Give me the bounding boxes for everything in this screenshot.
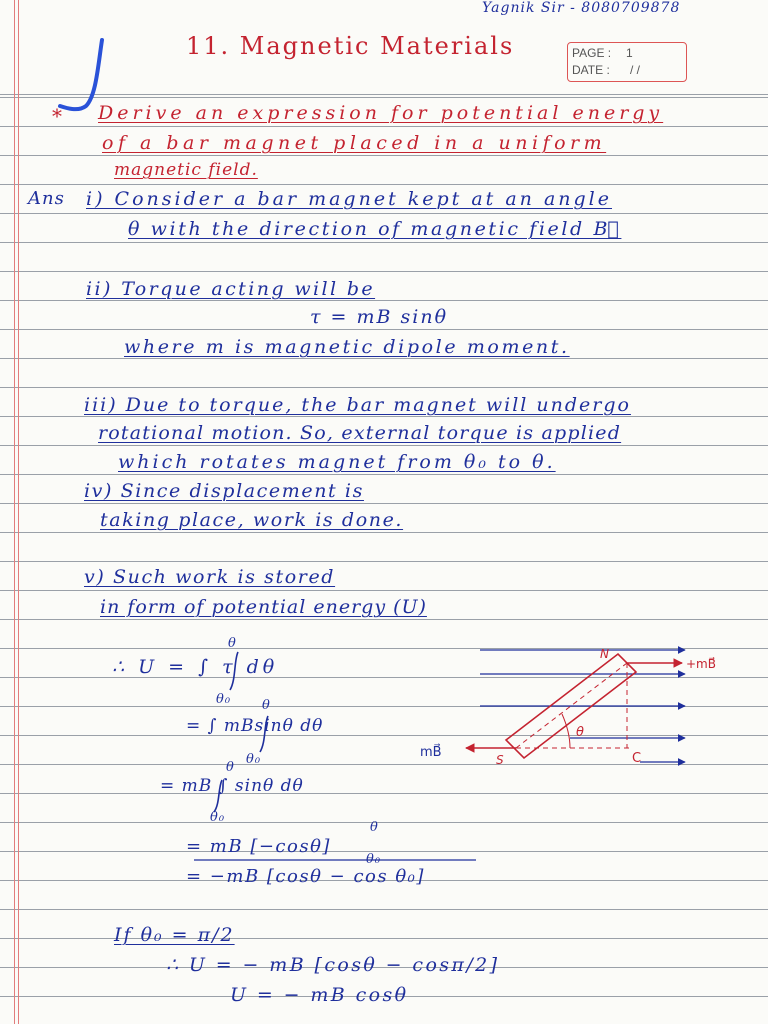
label-c: C: [632, 751, 642, 766]
ruled-line: [0, 851, 768, 852]
angle-arc: [562, 714, 570, 748]
integral-step-3-upper: θ: [226, 760, 235, 775]
question-line-3: magnetic field.: [114, 160, 258, 180]
ruled-line: [0, 474, 768, 475]
integral-step-2-upper: θ: [262, 698, 271, 713]
integral-step-3: = mB ∫ sinθ dθ: [160, 776, 304, 796]
integral-step-2-lower: θ₀: [246, 752, 262, 767]
question-marker: *: [52, 104, 63, 128]
answer-step-3-line-1: iii) Due to torque, the bar magnet will undergo: [84, 394, 631, 416]
torque-formula: τ = mB sinθ: [310, 306, 449, 328]
margin-line: [14, 0, 15, 1024]
question-line-1: Derive an expression for potential energy: [98, 102, 664, 124]
integral-step-3-lower: θ₀: [210, 810, 226, 825]
ruled-line: [0, 155, 768, 156]
ruled-line: [0, 822, 768, 823]
ruled-line: [0, 590, 768, 591]
page-title: 11. Magnetic Materials: [186, 32, 515, 60]
integral-step-4: = mB [−cosθ]: [186, 836, 331, 857]
answer-step-3-line-3: which rotates magnet from θ₀ to θ.: [118, 451, 556, 473]
ruled-line: [0, 532, 768, 533]
answer-step-5-line-2: in form of potential energy (U): [100, 596, 427, 618]
result-step-7: U = − mB cosθ: [230, 984, 409, 1006]
ruled-line: [0, 561, 768, 562]
integral-step-1: ∴ U = ∫ τ dθ: [112, 656, 279, 678]
integral-step-4-upper: θ: [370, 820, 379, 835]
ruled-line: [0, 416, 768, 417]
bar-magnet-diagram: [420, 640, 750, 780]
label-plus-mb: +mB⃗: [686, 657, 716, 671]
label-south: S: [496, 753, 504, 767]
ruled-line: [0, 271, 768, 272]
label-theta: θ: [576, 725, 584, 740]
answer-step-3-line-2: rotational motion. So, external torque is applied: [98, 422, 622, 444]
ruled-line: [0, 213, 768, 214]
date-value: / /: [630, 63, 641, 77]
ruled-line: [0, 300, 768, 301]
ruled-line: [0, 793, 768, 794]
label-north: N: [600, 647, 609, 661]
ruled-line: [0, 184, 768, 185]
condition-line: If θ₀ = π/2: [114, 924, 235, 946]
ruled-line: [0, 387, 768, 388]
question-line-2: of a bar magnet placed in a uniform: [102, 132, 607, 154]
integral-step-2: = ∫ mBsinθ dθ: [186, 716, 324, 736]
ruled-line: [0, 503, 768, 504]
label-minus-mb: mB⃗: [420, 745, 442, 760]
ruled-line: [0, 242, 768, 243]
margin-line: [18, 0, 19, 1024]
integral-step-1-upper: θ: [228, 636, 237, 651]
page-label: PAGE :: [572, 46, 612, 60]
ruled-line: [0, 358, 768, 359]
ruled-line: [0, 445, 768, 446]
integral-step-1-lower: θ₀: [216, 692, 232, 707]
answer-step-2-line-3: where m is magnetic dipole moment.: [124, 336, 570, 358]
integral-step-5: = −mB [cosθ − cos θ₀]: [186, 866, 425, 887]
ruled-line: [0, 909, 768, 910]
answer-step-1-line-1: i) Consider a bar magnet kept at an angle: [86, 188, 612, 210]
answer-step-4-line-2: taking place, work is done.: [100, 509, 404, 531]
date-label: DATE :: [572, 63, 610, 77]
ruled-line: [0, 94, 768, 95]
answer-step-5-line-1: v) Such work is stored: [84, 566, 336, 588]
ruled-line: [0, 97, 768, 98]
ruled-line: [0, 126, 768, 127]
page-date-box: [567, 42, 687, 82]
answer-step-2-line-1: ii) Torque acting will be: [86, 278, 376, 300]
integral-step-4-lower: θ₀: [366, 852, 382, 867]
answer-step-1-line-2: θ with the direction of magnetic field B⃗: [128, 218, 622, 240]
ruled-line: [0, 619, 768, 620]
author-note: Yagnik Sir - 8080709878: [482, 0, 681, 16]
result-step-6: ∴ U = − mB [cosθ − cosπ/2]: [166, 954, 500, 976]
answer-prefix: Ans: [28, 188, 65, 209]
page-value: 1: [626, 46, 633, 60]
answer-step-4-line-1: iv) Since displacement is: [84, 480, 364, 502]
ruled-line: [0, 329, 768, 330]
